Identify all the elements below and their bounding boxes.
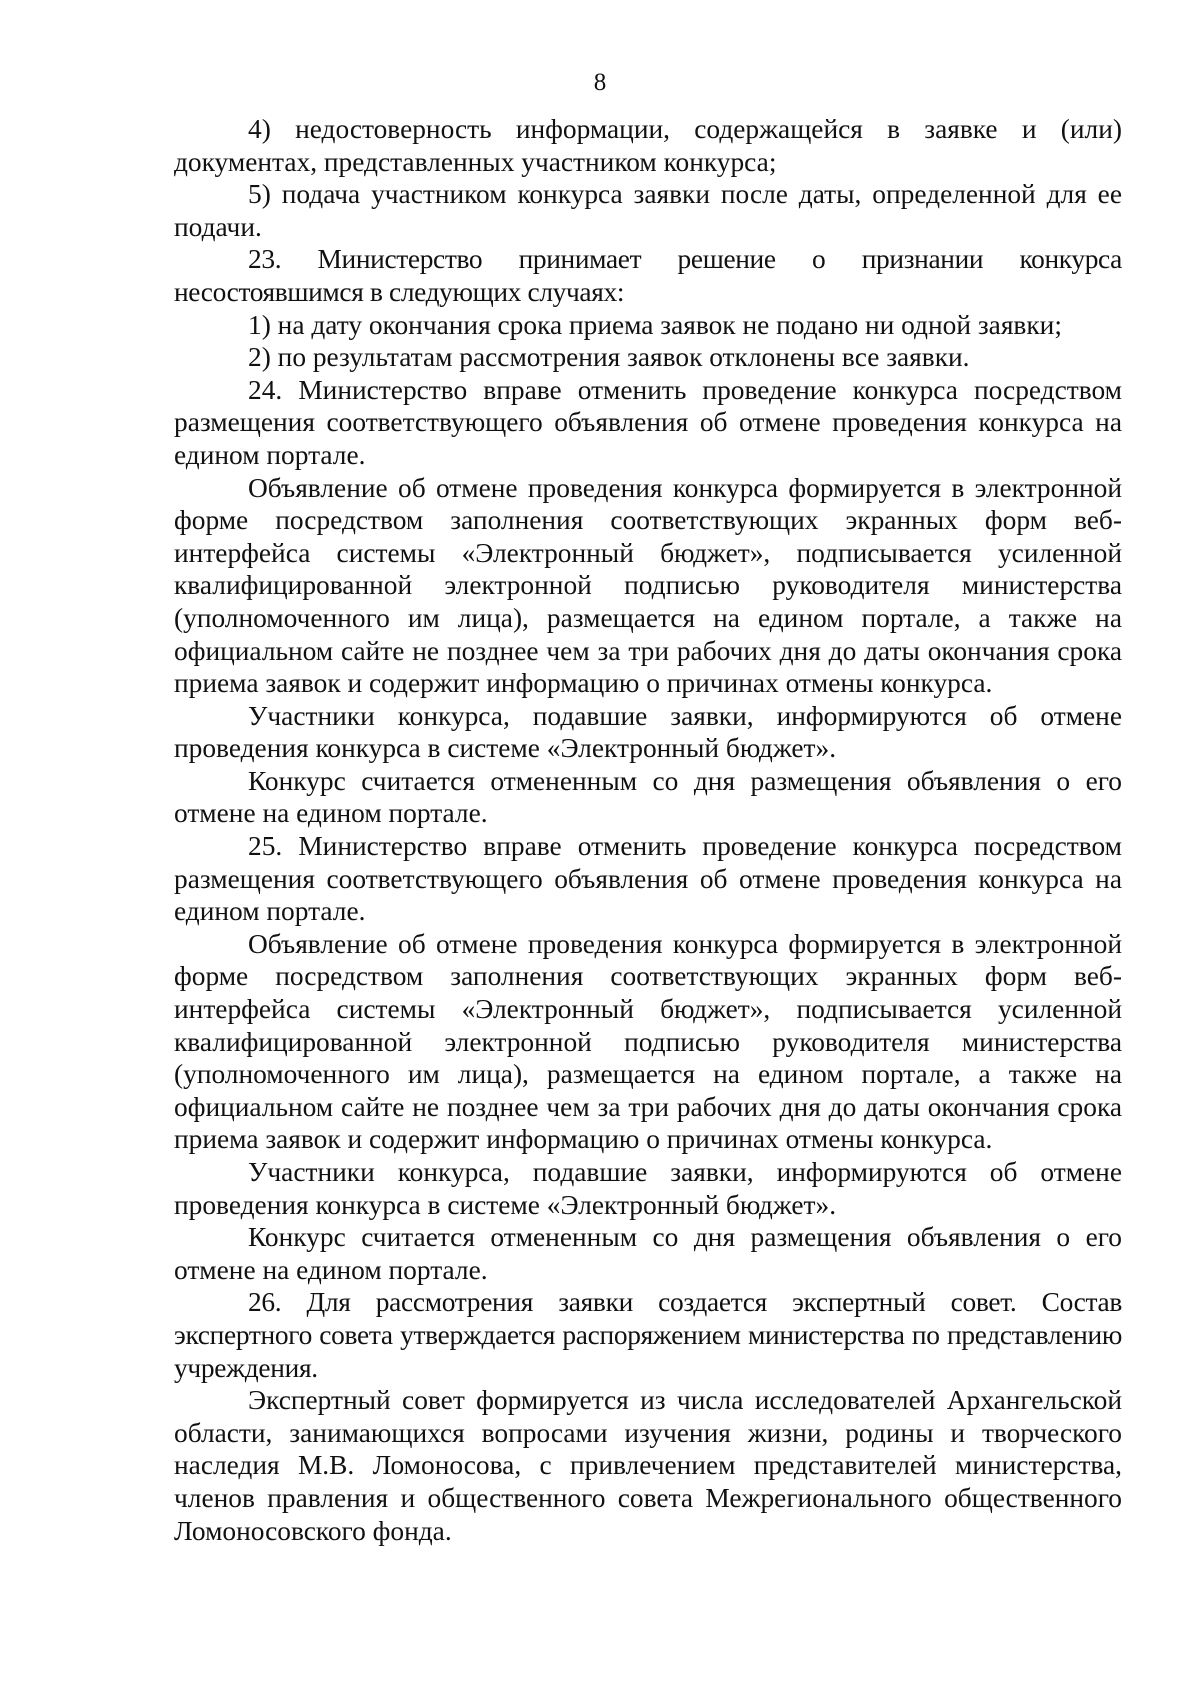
paragraph-26-expert-council: Экспертный совет формируется из числа исследователей Архангельской области, занимающихся вопросами изучения жизни, родины и творческого наследия М.В. Ломоносова, с привлечением представителей министерства, членов правления и общественного совета Межрегионального общественного Ломоносовского фонда. bbox=[174, 1385, 1122, 1546]
page-number: 8 bbox=[593, 69, 607, 96]
paragraph-section-24: 24. Министерство вправе отменить проведение конкурса посредством размещения соответствующего объявления об отмене проведения конкурса на едином портале. bbox=[174, 374, 1122, 470]
paragraph-25-participants: Участники конкурса, подавшие заявки, информируются об отмене проведения конкурса в системе «Электронный бюджет». bbox=[174, 1157, 1122, 1220]
paragraph-25-announcement: Объявление об отмене проведения конкурса формируется в электронной форме посредством заполнения соответствующих экранных форм веб-интерфейса системы «Электронный бюджет», подписывается усиленной квалифицированной электронной подписью руководителя министерства (уполномоченного им лица), размещается на едином портале, а также на официальном сайте не позднее чем за три рабочих дня до даты окончания срока приема заявок и содержит информацию о причинах отмены конкурса. bbox=[174, 928, 1122, 1155]
document-body bbox=[174, 113, 1122, 1547]
paragraph-section-23: 23. Министерство принимает решение о признании конкурса несостоявшимся в следующих случаях: bbox=[174, 244, 1122, 307]
paragraph-24-participants: Участники конкурса, подавшие заявки, информируются об отмене проведения конкурса в системе «Электронный бюджет». bbox=[174, 700, 1122, 764]
paragraph-item-4: 4) недостоверность информации, содержащейся в заявке и (или) документах, представленных участником конкурса; bbox=[174, 114, 1122, 177]
paragraph-23-item-1: 1) на дату окончания срока приема заявок не подано ни одной заявки; bbox=[248, 309, 1062, 340]
paragraph-section-26: 26. Для рассмотрения заявки создается экспертный совет. Состав экспертного совета утверждается распоряжением министерства по представлению учреждения. bbox=[174, 1287, 1122, 1383]
paragraph-25-cancelled: Конкурс считается отмененным со дня размещения объявления о его отмене на едином портале. bbox=[174, 1222, 1122, 1285]
paragraph-24-cancelled: Конкурс считается отмененным со дня размещения объявления о его отмене на едином портале. bbox=[174, 765, 1122, 829]
paragraph-section-25: 25. Министерство вправе отменить проведение конкурса посредством размещения соответствующего объявления об отмене проведения конкурса на едином портале. bbox=[174, 831, 1122, 927]
paragraph-24-announcement: Объявление об отмене проведения конкурса формируется в электронной форме посредством заполнения соответствующих экранных форм веб-интерфейса системы «Электронный бюджет», подписывается усиленной квалифицированной электронной подписью руководителя министерства (уполномоченного им лица), размещается на едином портале, а также на официальном сайте не позднее чем за три рабочих дня до даты окончания срока приема заявок и содержит информацию о причинах отмены конкурса. bbox=[174, 472, 1122, 699]
paragraph-23-item-2: 2) по результатам рассмотрения заявок отклонены все заявки. bbox=[248, 342, 970, 373]
paragraph-item-5: 5) подача участником конкурса заявки после даты, определенной для ее подачи. bbox=[174, 179, 1122, 242]
